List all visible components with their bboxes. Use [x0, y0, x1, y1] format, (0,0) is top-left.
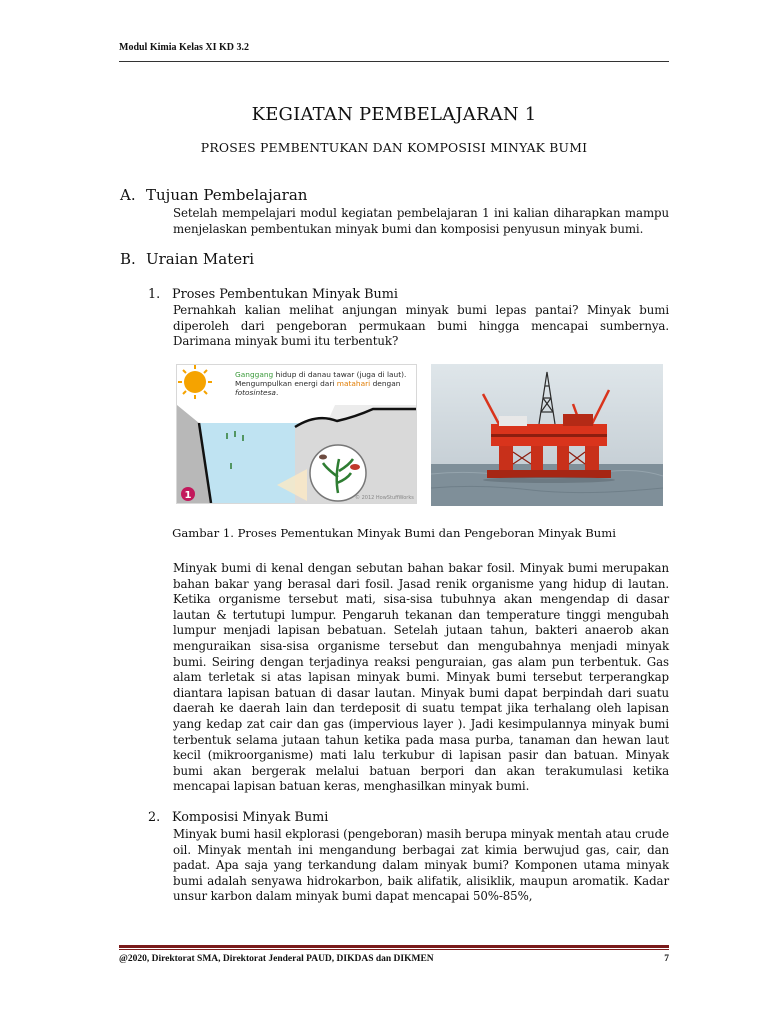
section-b-heading [120, 250, 254, 268]
diagram-end: . [275, 388, 279, 397]
diagram-line1: hidup di danau tawar (juga di laut). [273, 370, 407, 379]
sky [431, 364, 663, 464]
running-header: Modul Kimia Kelas XI KD 3.2 [119, 42, 250, 53]
subsection-1-number: 1. [148, 287, 161, 302]
section-b-title: Uraian Materi [146, 250, 255, 268]
section-a-heading [120, 186, 307, 204]
section-a-title: Tujuan Pembelajaran [146, 186, 308, 204]
oil-rig-illustration [431, 364, 663, 506]
sun-icon [178, 365, 212, 399]
subsection-2-heading [148, 810, 328, 825]
diagram-line2-end: dengan [370, 379, 401, 388]
section-b-letter: B. [120, 250, 136, 268]
diagram-word-matahari: matahari [336, 379, 371, 388]
diagram-word-fotosintesa: fotosintesa [235, 388, 276, 397]
section-a-text: Setelah mempelajari modul kegiatan pembelajaran 1 ini kalian diharapkan mampu menjelaskan pembentukan minyak bumi dan komposisi penyusun minyak bumi. [173, 206, 669, 236]
diagram-credit: © 2012 HowStuffWorks [355, 495, 414, 501]
fish-shape [350, 464, 360, 470]
rig-pontoon [487, 470, 611, 478]
subsection-2-number: 2. [148, 810, 161, 825]
page-number: 7 [664, 954, 669, 964]
subsection-2-title: Komposisi Minyak Bumi [172, 810, 329, 825]
section-a-letter: A. [120, 186, 136, 204]
diagram-line2-start: Mengumpulkan energi dari [235, 379, 337, 388]
diagram-word-ganggang: Ganggang [235, 370, 274, 379]
step-number: 1 [184, 490, 192, 501]
diagram-caption [235, 370, 415, 397]
subsection-1-title: Proses Pembentukan Minyak Bumi [172, 287, 399, 302]
header-rule [119, 61, 669, 62]
page-title: KEGIATAN PEMBELAJARAN 1 [251, 104, 537, 125]
footer-rule-thin [119, 949, 669, 950]
figure-caption: Gambar 1. Proses Pementukan Minyak Bumi dan Pengeboran Minyak Bumi [172, 526, 616, 540]
page-subtitle: PROSES PEMBENTUKAN DAN KOMPOSISI MINYAK BUMI [200, 140, 588, 155]
footer-rule-thick [119, 945, 669, 948]
oil-formation-diagram [176, 364, 417, 504]
subsection-2-body: Minyak bumi hasil ekplorasi (pengeboran) masih berupa minyak mentah atau crude oil. Minyak mentah ini mengandung berbagai zat kimia berwujud gas, cair, dan padat. Apa saja yang terkandung dalam minyak bumi? Komponen utama minyak bumi adalah senyawa hidrokarbon, baik alifatik, alisiklik, maupun aromatik. Kadar unsur karbon dalam minyak bumi dapat mencapai 50%-85%, [173, 827, 669, 904]
subsection-1-body: Minyak bumi di kenal dengan sebutan bahan bakar fosil. Minyak bumi merupakan bahan bakar yang berasal dari fosil. Jasad renik organisme yang hidup di lautan. Ketika organisme tersebut mati, sisa-sisa tubuhnya akan mengendap di dasar lautan & tertutupi lumpur. Pengaruh tekanan dan temperature tinggi mengubah lumpur menjadi lapisan bebatuan. Setelah jutaan tahun, bakteri anaerob akan menguraikan sisa-sisa organisme tersebut dan mengubahnya menjadi minyak bumi. Seiring dengan terjadinya reaksi penguraian, gas alam pun terbentuk. Gas alam terletak si atas lapisan minyak bumi. Minyak bumi tersebut terperangkap diantara lapisan batuan di dasar lautan. Minyak bumi dapat berpindah dari suatu daerah ke daerah lain dan terdeposit di suatu tempat jika terhalang oleh lapisan yang kedap zat cair dan gas (impervious layer ). Jadi kesimpulannya minyak bumi terbentuk selama jutaan tahun ketika pada masa purba, tanaman dan hewan laut kecil (mikroorganisme) mati lalu terkubur di lapisan pasir dan batuan. Minyak bumi akan bergerak melalui batuan berpori dan akan terakumulasi ketika mencapai lapisan batuan keras, menghasilkan minyak bumi. [173, 561, 669, 794]
subsection-1-heading [148, 287, 398, 302]
subsection-1-intro: Pernahkah kalian melihat anjungan minyak bumi lepas pantai? Minyak bumi diperoleh dari pengeboran permukaan bumi hingga mencapai sumbernya. Darimana minyak bumi itu terbentuk? [173, 303, 669, 349]
footer-copyright: @2020, Direktorat SMA, Direktorat Jenderal PAUD, DIKDAS dan DIKMEN [119, 954, 434, 964]
oil-rig-photo [431, 364, 663, 506]
